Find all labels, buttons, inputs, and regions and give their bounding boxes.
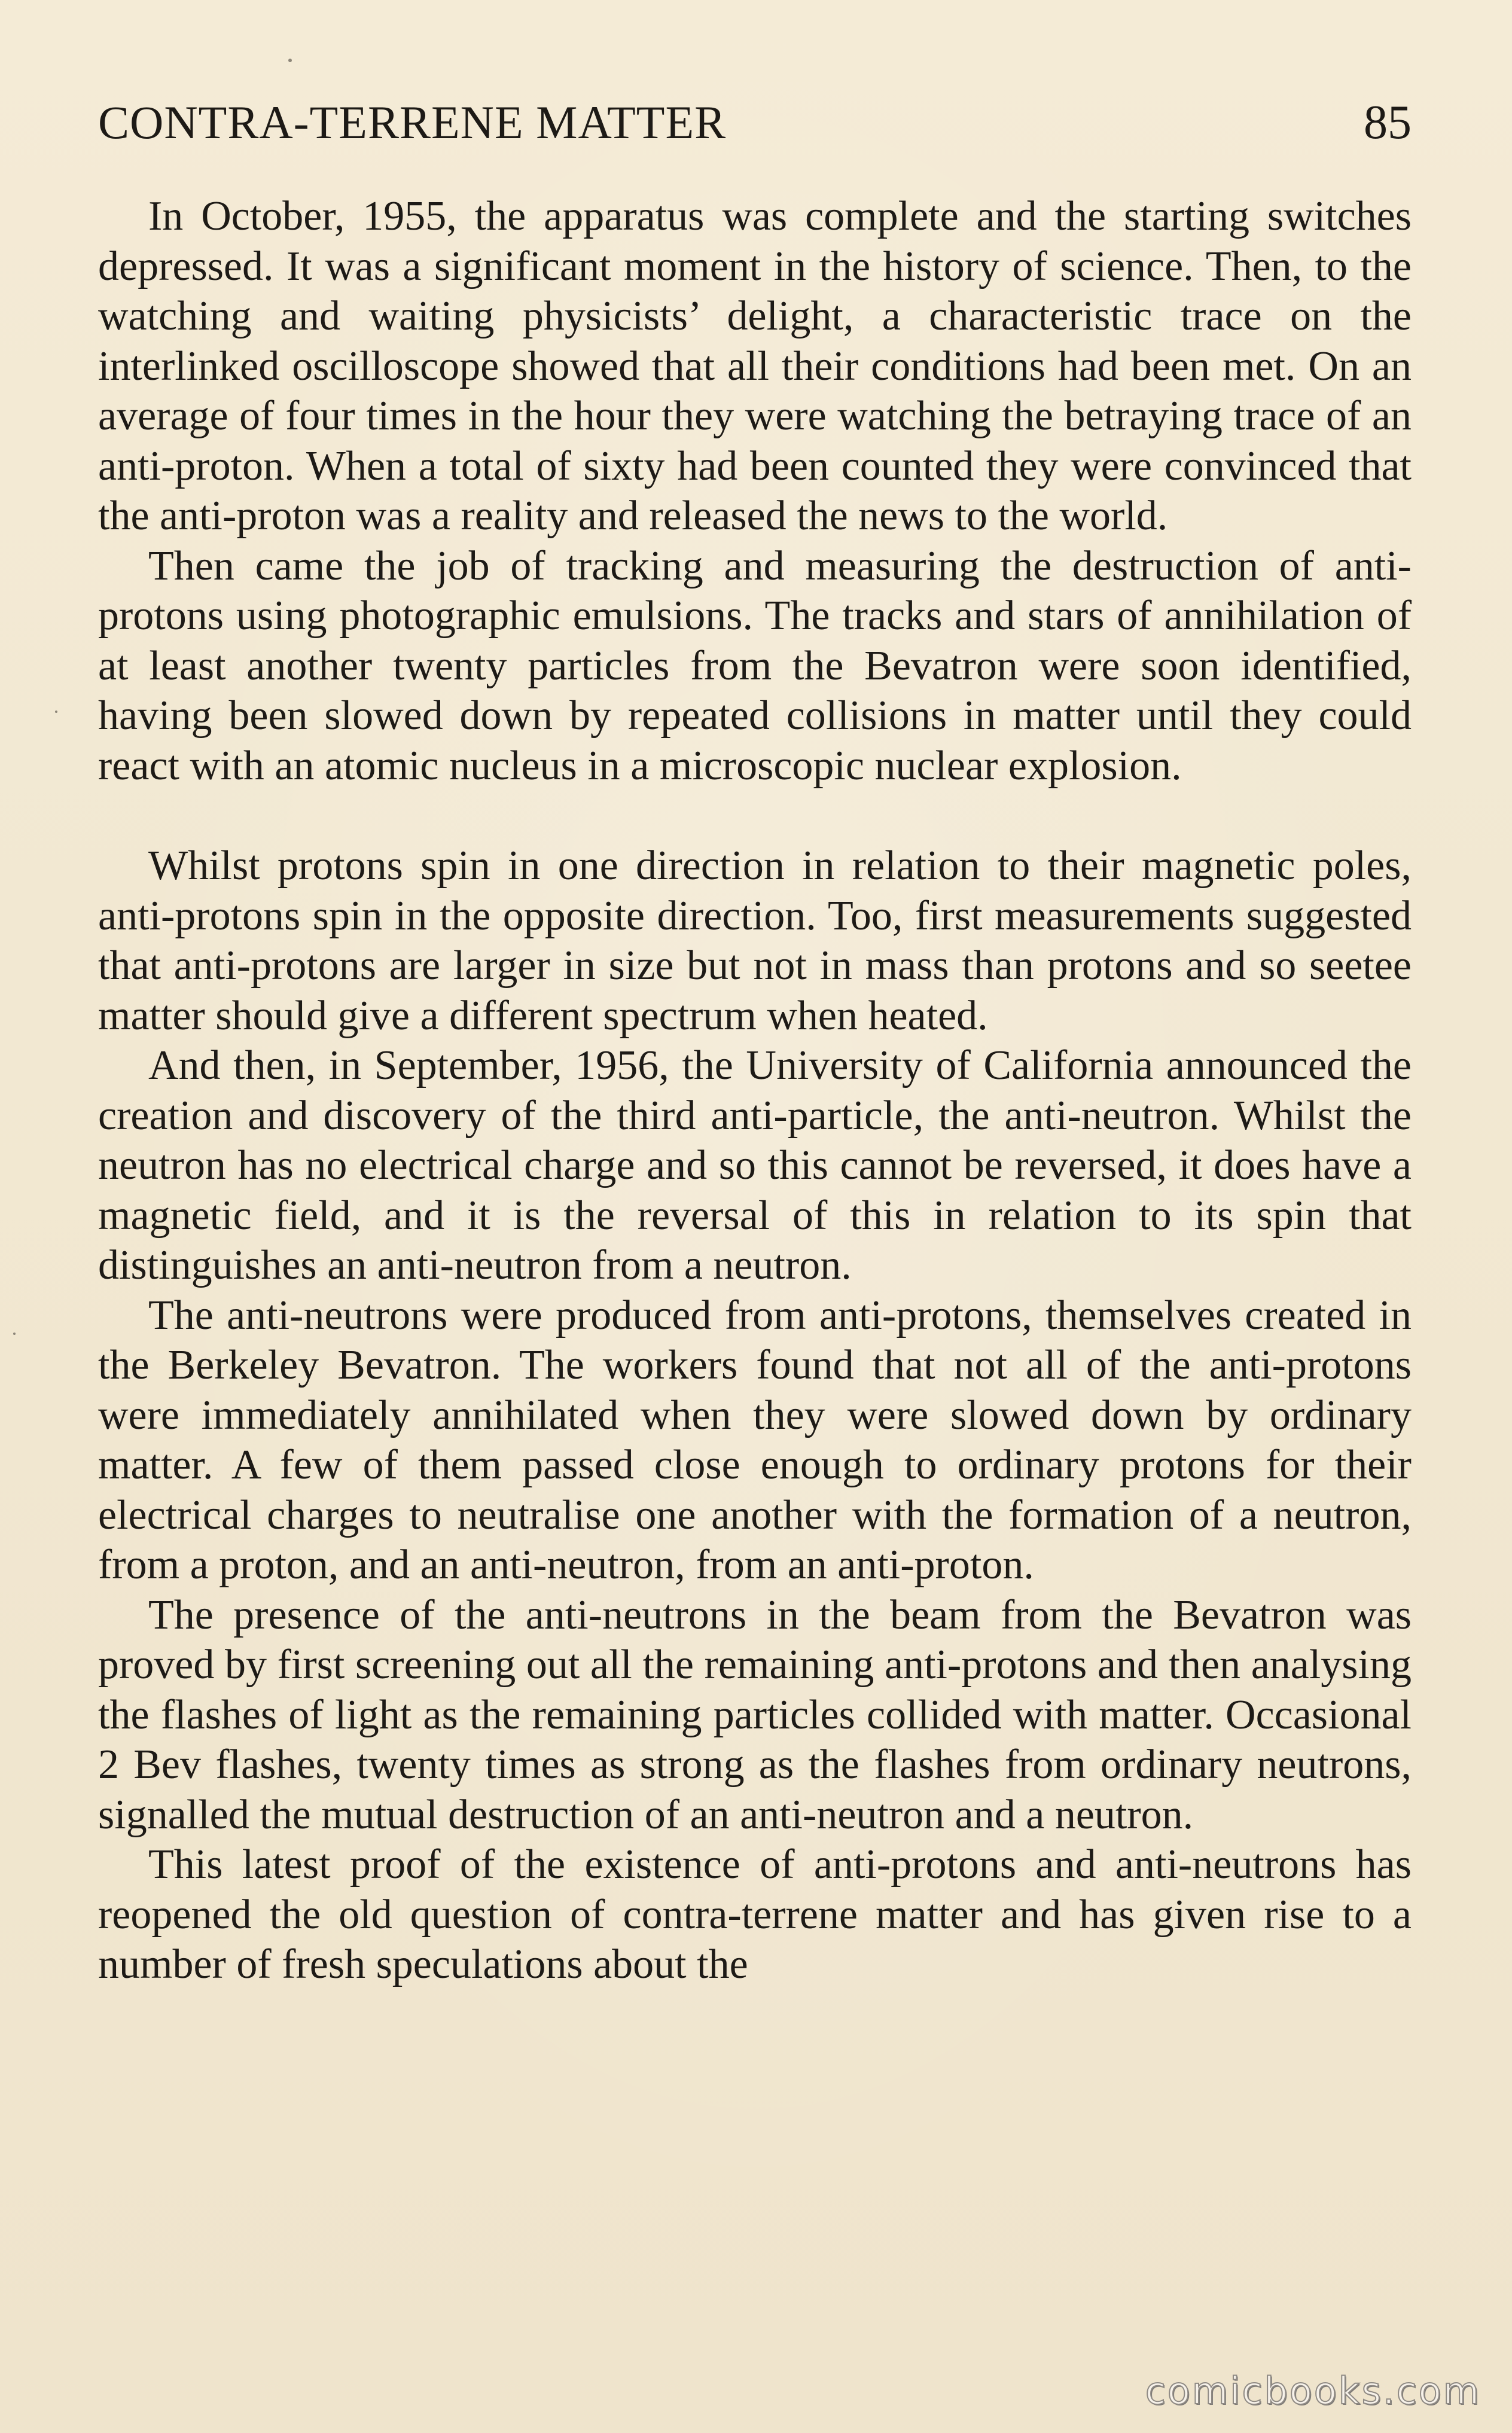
body-text xyxy=(98,191,1412,1990)
paragraph: Whilst protons spin in one direction in relation to their magnetic poles, anti-protons spin in the opposite direction. Too, first measurements suggested that anti-protons are larger in size but not in mass than protons and so seetee matter should give a different spectrum when heated. xyxy=(98,843,1412,1039)
paper-speck xyxy=(288,59,292,62)
section-break xyxy=(98,791,1412,841)
paragraph: The presence of the anti-neutrons in the beam from the Bevatron was proved by first screening out all the remaining anti-protons and then analysing the flashes of light as the remaining particles collided with matter. Occasional 2 Bev flashes, twenty times as strong as the flashes from ordinary neutrons, signalled the mutual destruction of an anti-neutron and a neutron. xyxy=(98,1591,1412,1838)
paragraph: The anti-neutrons were produced from anti-protons, themselves created in the Berkeley Bevatron. The workers found that not all of the anti-protons were immediately annihilated when they were slowed down by ordinary matter. A few of them passed close enough to ordinary protons for their electrical charges to neutralise one another with the formation of a neutron, from a proton, and an anti-neutron, from an anti-proton. xyxy=(98,1292,1412,1588)
paragraph: And then, in September, 1956, the University of California announced the creation and discovery of the third anti-particle, the anti-neutron. Whilst the neutron has no electrical charge and so this cannot be reversed, it does have a magnetic field, and it is the reversal of this in relation to its spin that distinguishes an anti-neutron from a neutron. xyxy=(98,1042,1412,1288)
watermark: comicbooks.com xyxy=(1145,2369,1481,2413)
paper-speck xyxy=(55,711,57,713)
page-header xyxy=(98,90,1412,156)
running-title: CONTRA-TERRENE MATTER xyxy=(98,96,727,148)
paragraph: In October, 1955, the apparatus was complete and the starting switches depressed. It was a significant moment in the history of science. Then, to the watching and waiting physicists’ delight, a characteristic trace on the interlinked oscilloscope showed that all their conditions had been met. On an average of four times in the hour they were watching the betraying trace of an anti-proton. When a total of sixty had been counted they were convinced that the anti-proton was a reality and released the news to the world. xyxy=(98,193,1412,539)
paper-speck xyxy=(13,1333,16,1335)
page-number: 85 xyxy=(1364,96,1412,149)
paragraph: This latest proof of the existence of anti-protons and anti-neutrons has reopened the old question of contra-terrene matter and has given rise to a number of fresh speculations about the xyxy=(98,1841,1412,1987)
paragraph: Then came the job of tracking and measuring the destruction of anti-protons using photographic emulsions. The tracks and stars of annihilation of at least another twenty particles from the Bevatron were soon identified, having been slowed down by repeated collisions in matter until they could react with an atomic nucleus in a microscopic nuclear explosion. xyxy=(98,542,1412,789)
